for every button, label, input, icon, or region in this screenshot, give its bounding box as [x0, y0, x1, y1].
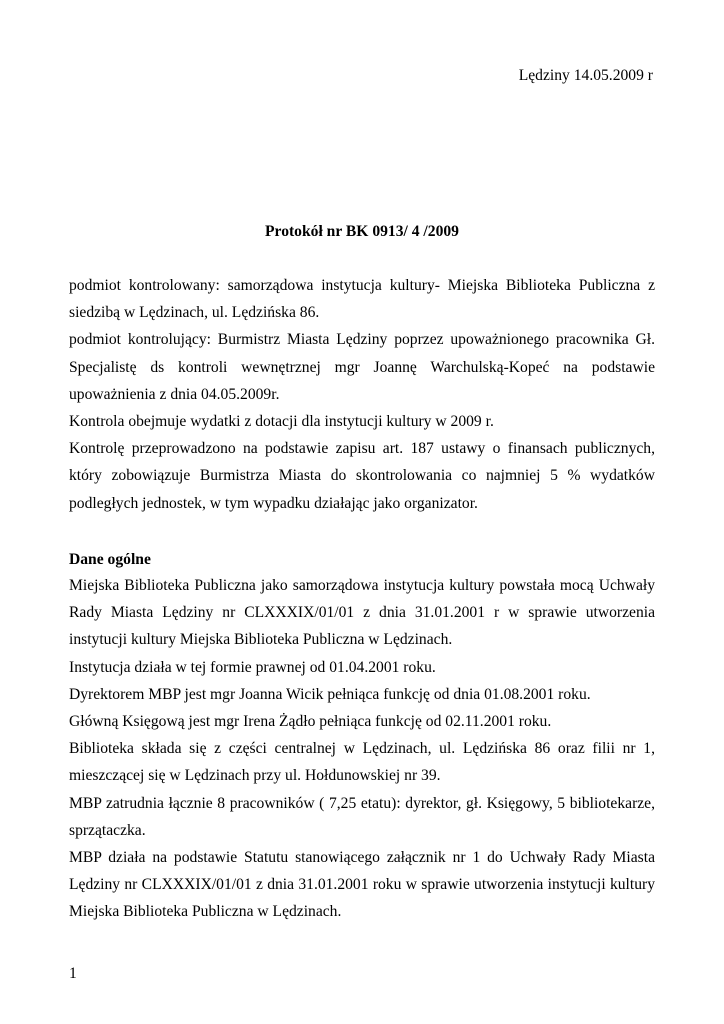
chief-accountant-paragraph: Główną Księgową jest mgr Irena Żądło pełniąca funkcję od 02.11.2001 roku.	[69, 713, 552, 731]
director-paragraph: Dyrektorem MBP jest mgr Joanna Wicik pełniąca funkcję od dnia 01.08.2001 roku.	[69, 685, 591, 703]
legal-basis-paragraph: Kontrolę przeprowadzono na podstawie zapisu art. 187 ustawy o finansach publicznych, który zobowiązuje Burmistrza Miasta do skontrolowania co najmniej 5 % wydatków podległych jednostek, w tym wypadku działając jako organizator.	[69, 440, 655, 512]
employment-paragraph: MBP zatrudnia łącznie 8 pracowników ( 7,25 etatu): dyrektor, gł. Księgowy, 5 bibliotekarze, sprzątaczka.	[69, 794, 655, 839]
auditing-entity-paragraph: podmiot kontrolujący: Burmistrz Miasta Lędziny poprzez upoważnionego pracownika Gł. Specjalistę ds kontroli wewnętrznej mgr Joannę Warchulską-Kopeć na podstawie upoważnienia z dnia 04.05.2009r.	[69, 331, 655, 403]
section-heading: Dane ogólne	[69, 551, 151, 568]
general-data-section	[69, 572, 655, 926]
intro-section	[69, 272, 655, 517]
structure-paragraph: Biblioteka składa się z części centralnej w Lędzinach, ul. Lędzińska 86 oraz filii nr 1, mieszczącej się w Lędzinach przy ul. Hołdunowskiej nr 39.	[69, 740, 655, 785]
audit-scope-paragraph: Kontrola obejmuje wydatki z dotacji dla instytucji kultury w 2009 r.	[69, 413, 494, 431]
statute-paragraph: MBP działa na podstawie Statutu stanowiącego załącznik nr 1 do Uchwały Rady Miasta Lędziny nr CLXXXIX/01/01 z dnia 31.01.2001 roku w sprawie utworzenia instytucji kultury Miejska Biblioteka Publiczna w Lędzinach.	[69, 849, 655, 921]
page-number: 1	[69, 965, 77, 982]
legal-form-paragraph: Instytucja działa w tej formie prawnej od 01.04.2001 roku.	[69, 658, 436, 676]
document-title: Protokół nr BK 0913/ 4 /2009	[265, 223, 459, 240]
founding-paragraph: Miejska Biblioteka Publiczna jako samorządowa instytucja kultury powstała mocą Uchwały Rady Miasta Lędziny nr CLXXXIX/01/01 z dnia 31.01.2001 r w sprawie utworzenia instytucji kultury Miejska Biblioteka Publiczna w Lędzinach.	[69, 577, 655, 649]
audited-entity-paragraph: podmiot kontrolowany: samorządowa instytucja kultury- Miejska Biblioteka Publiczna z siedzibą w Lędzinach, ul. Lędzińska 86.	[69, 277, 655, 322]
document-date: Lędziny 14.05.2009 r	[518, 67, 653, 84]
